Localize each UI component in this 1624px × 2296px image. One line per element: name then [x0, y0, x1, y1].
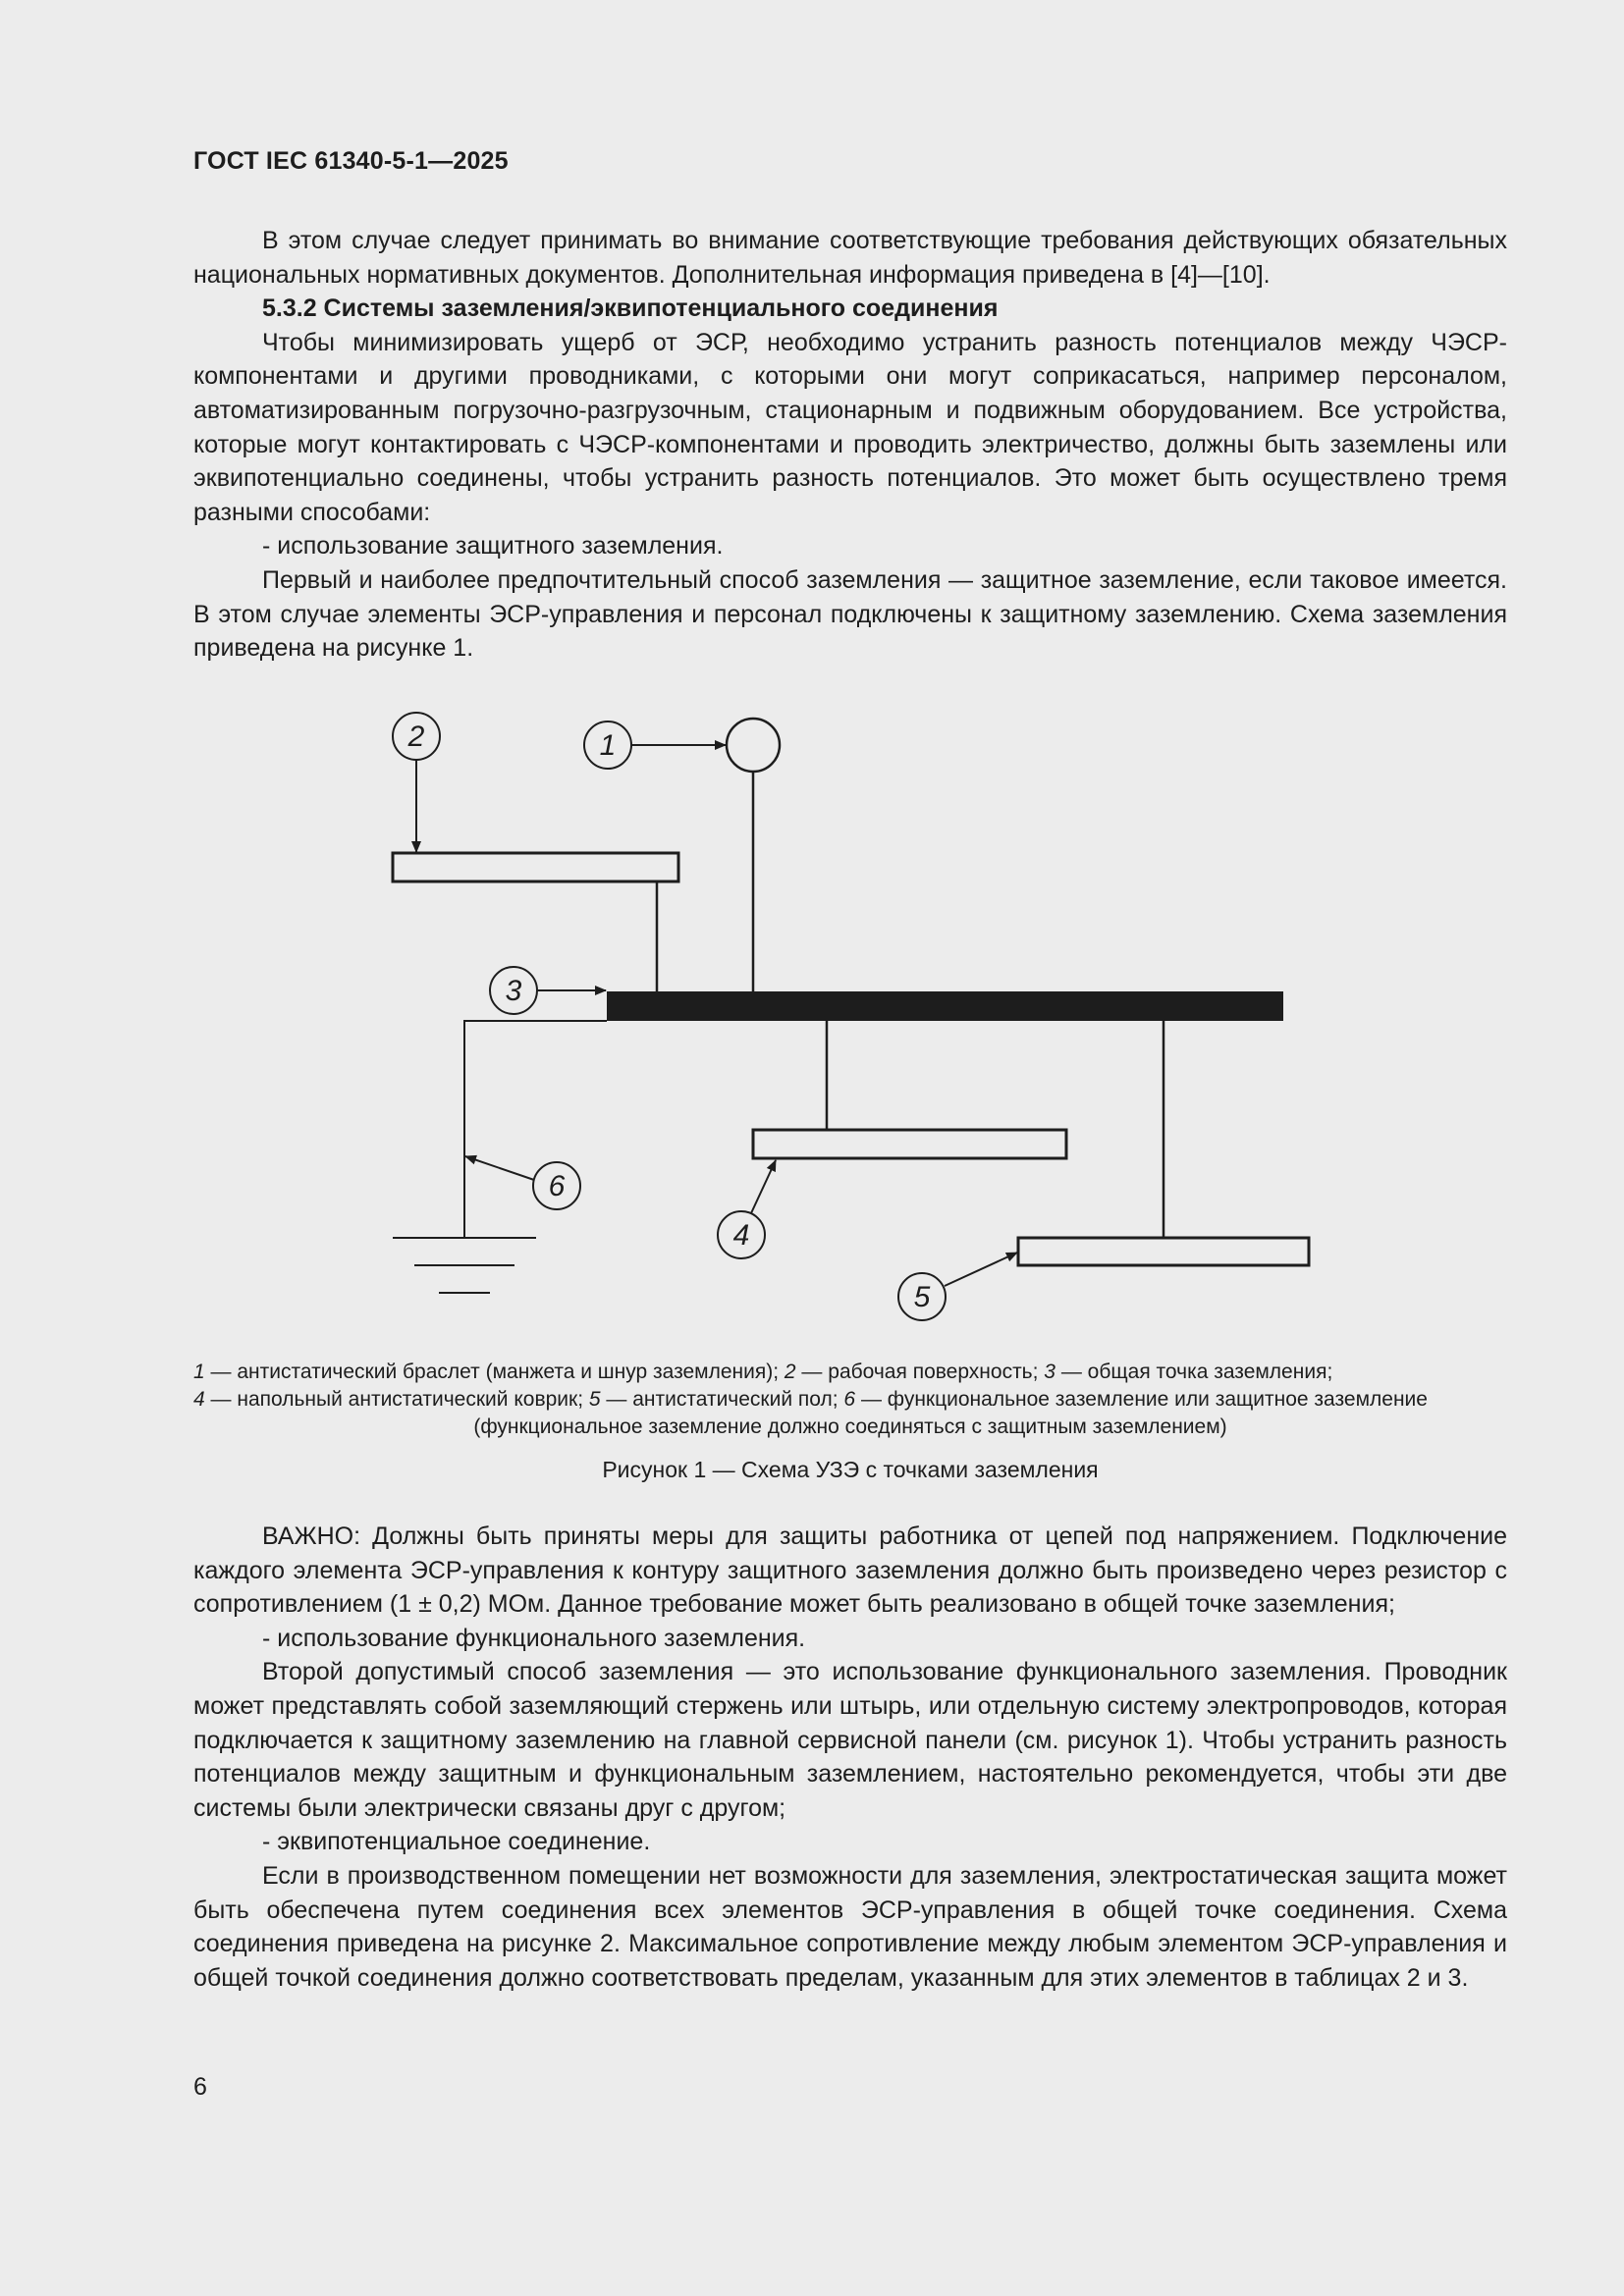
legend-number: 4 — [193, 1388, 205, 1411]
diagram-svg — [0, 687, 1624, 1355]
callout-label: 3 — [505, 975, 522, 1007]
callout-label: 2 — [407, 721, 425, 753]
work-surface — [393, 853, 678, 881]
callout-label: 4 — [732, 1219, 750, 1252]
wrist-strap-circle — [727, 719, 780, 772]
callout-label: 1 — [599, 729, 617, 762]
grounding-diagram — [0, 687, 1624, 1355]
callout-arrow — [751, 1160, 776, 1213]
document-header: ГОСТ IEC 61340-5-1—2025 — [193, 147, 509, 175]
paragraph: Чтобы минимизировать ущерб от ЭСР, необходимо устранить разность потенциалов между ЧЭСР-компонентами и другими проводниками, с которыми они могут соприкасаться, например персоналом, автоматизированным погрузочно-разгрузочным, стационарным и подвижным оборудованием. Все устройства, которые могут контактировать с ЧЭСР-компонентами и проводить электричество, должны быть заземлены или эквипотенциально соединены, чтобы устранить разность потенциалов. Это может быть осуществлено тремя разными способами: — [193, 328, 1507, 526]
legend-text: — функциональное заземление или защитное заземление — [855, 1388, 1428, 1411]
callout-label: 5 — [913, 1281, 931, 1313]
legend-number: 3 — [1044, 1361, 1056, 1383]
paragraph: В этом случае следует принимать во внимание соответствующие требования действующих обязательных национальных нормативных документов. Дополнительная информация приведена в [4]—[10]. — [193, 227, 1507, 289]
bottom-text-section — [193, 1520, 1507, 1995]
callout-label: 6 — [548, 1170, 566, 1202]
legend-number: 6 — [843, 1388, 856, 1411]
callout-arrow — [945, 1253, 1017, 1286]
list-item: - использование функционального заземления. — [262, 1624, 806, 1652]
top-text-section — [193, 224, 1507, 666]
legend-number: 5 — [588, 1388, 601, 1411]
legend-line — [193, 1359, 1507, 1386]
legend-number: 1 — [193, 1361, 205, 1383]
legend-number: 2 — [784, 1361, 796, 1383]
list-item: - эквипотенциальное соединение. — [262, 1828, 651, 1856]
legend-line: (функциональное заземление должно соединяться с защитным заземлением) — [473, 1415, 1227, 1438]
legend-text: — антистатический пол; — [600, 1388, 844, 1411]
legend-line — [193, 1386, 1507, 1414]
callout-arrow — [465, 1156, 534, 1180]
legend-text: — рабочая поверхность; — [795, 1361, 1045, 1383]
common-ground-bar — [607, 991, 1283, 1021]
figure-legend — [193, 1359, 1507, 1441]
page-number: 6 — [193, 2073, 207, 2101]
legend-text: — общая точка заземления; — [1055, 1361, 1333, 1383]
list-item: - использование защитного заземления. — [262, 532, 724, 561]
floor-mat — [753, 1130, 1066, 1158]
paragraph: ВАЖНО: Должны быть приняты меры для защиты работника от цепей под напряжением. Подключение каждого элемента ЭСР-управления к контуру защитного заземления должно быть произведено через резистор с сопротивлением (1 ± 0,2) МОм. Данное требование может быть реализовано в общей точке заземления; — [193, 1522, 1507, 1619]
paragraph: Первый и наиболее предпочтительный способ заземления — защитное заземление, если таковое имеется. В этом случае элементы ЭСР-управления и персонал подключены к защитному заземлению. Схема заземления приведена на рисунке 1. — [193, 565, 1507, 663]
figure-caption: Рисунок 1 — Схема УЗЭ с точками заземления — [602, 1457, 1099, 1482]
ground-conductor — [464, 1021, 607, 1237]
antistatic-floor — [1018, 1238, 1309, 1265]
legend-text: — напольный антистатический коврик; — [204, 1388, 589, 1411]
paragraph: Если в производственном помещении нет возможности для заземления, электростатическая защита может быть обеспечена путем соединения всех элементов ЭСР-управления в общей точке соединения. Схема соединения приведена на рисунке 2. Максимальное сопротивление между любым элементом ЭСР-управления и общей точкой соединения должно соответствовать пределам, указанным для этих элементов в таблицах 2 и 3. — [193, 1861, 1507, 1992]
legend-text: — антистатический браслет (манжета и шнур заземления); — [204, 1361, 785, 1383]
section-heading: 5.3.2 Системы заземления/эквипотенциального соединения — [262, 294, 999, 323]
paragraph: Второй допустимый способ заземления — это использование функционального заземления. Проводник может представлять собой заземляющий стержень или штырь, или отдельную систему электропроводов, которая подключается к защитному заземлению на главной сервисной панели (см. рисунок 1). Чтобы устранить разность потенциалов между защитным и функциональным заземлением, настоятельно рекомендуется, чтобы эти две системы были электрически связаны друг с другом; — [193, 1658, 1507, 1822]
